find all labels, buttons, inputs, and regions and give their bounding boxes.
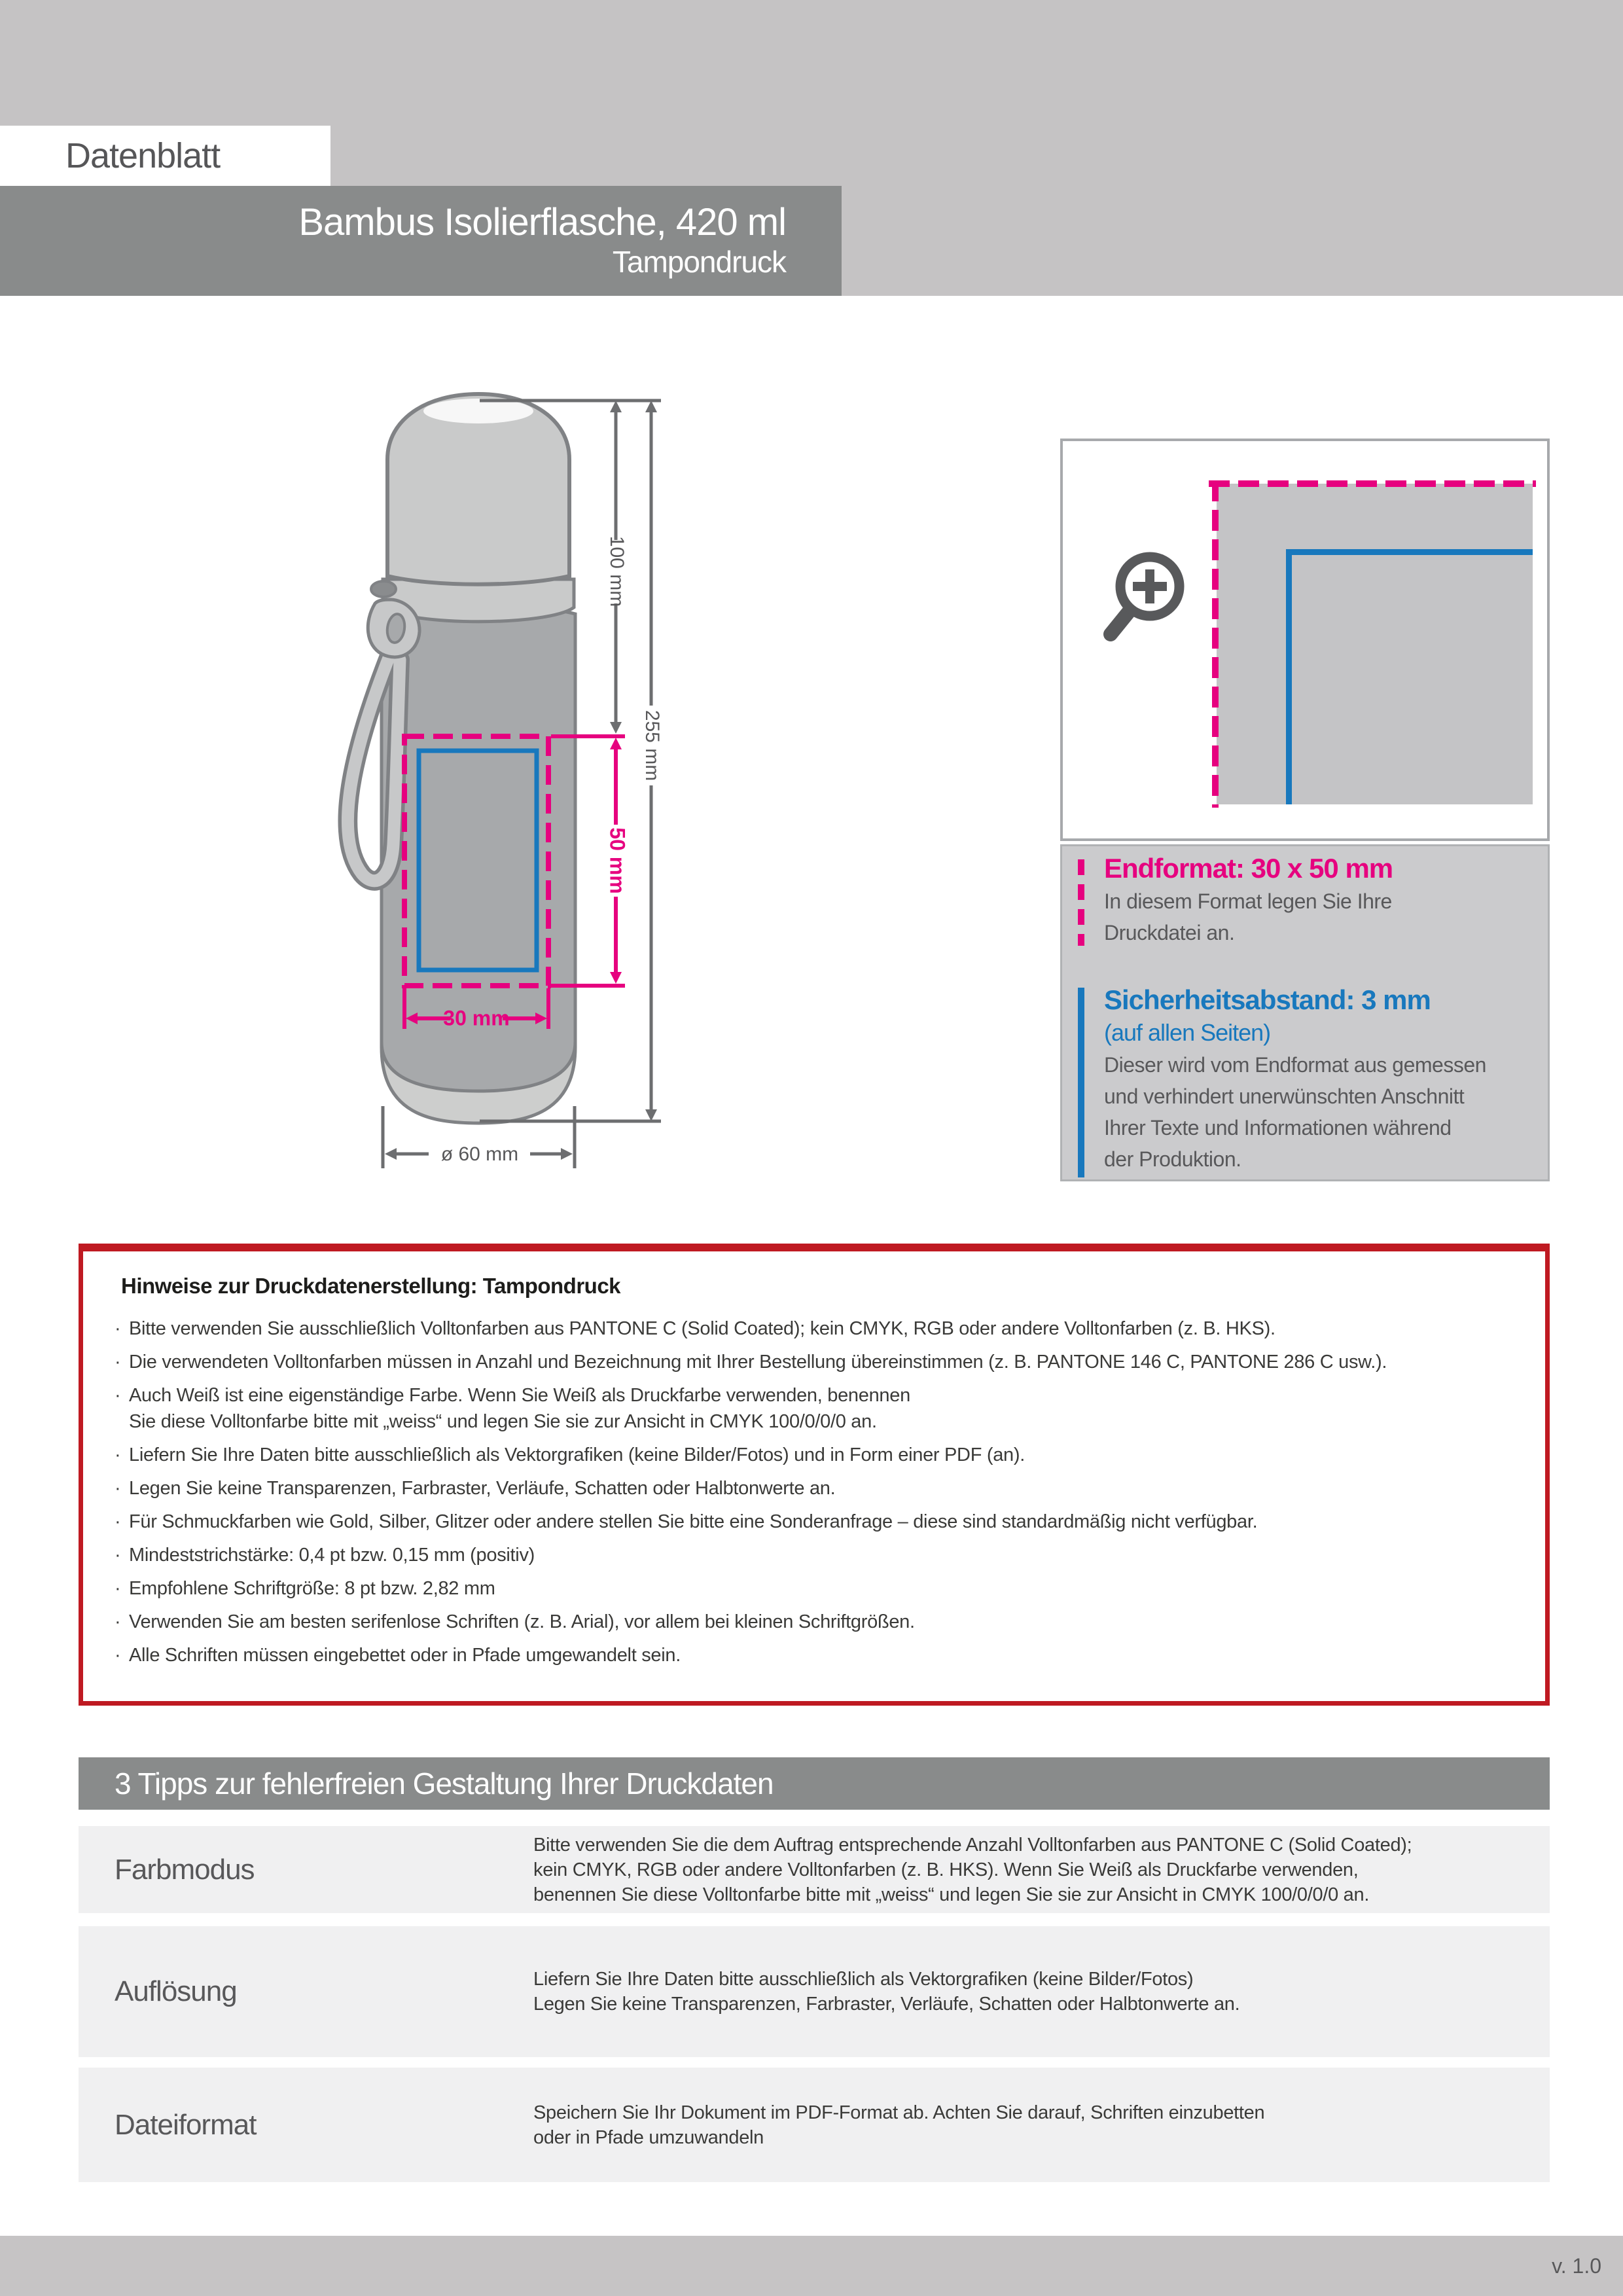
tips-row-line: oder in Pfade umzuwandeln xyxy=(533,2126,764,2148)
dim-print-width-label: 30 mm xyxy=(443,1006,510,1030)
note-item xyxy=(115,1475,1514,1501)
tips-row-text xyxy=(533,2100,1264,2150)
safety-block xyxy=(1078,984,1486,1177)
note-text: Verwenden Sie am besten serifenlose Schriften (z. B. Arial), vor allem bei kleinen Schriftgrößen. xyxy=(129,1611,915,1632)
safety-line: der Produktion. xyxy=(1104,1147,1241,1171)
tips-row-line: benennen Sie diese Volltonfarbe bitte mit „weiss“ und legen Sie sie zur Ansicht in CMYK 100/0/0/0 an. xyxy=(533,1884,1370,1905)
bullet-icon: · xyxy=(115,1645,121,1666)
tips-row-line: Bitte verwenden Sie die dem Auftrag entsprechende Anzahl Volltonfarben aus PANTONE C (Solid Coated); xyxy=(533,1834,1412,1856)
safety-subheading: (auf allen Seiten) xyxy=(1104,1019,1271,1046)
note-text: Für Schmuckfarben wie Gold, Silber, Glitzer oder andere stellen Sie bitte eine Sonderanfrage – diese sind standardmäßig nicht verfügbar. xyxy=(129,1511,1258,1532)
tips-row-line: Legen Sie keine Transparenzen, Farbraster, Verläufe, Schatten oder Halbtonwerte an. xyxy=(533,1994,1240,2015)
note-text: Sie diese Volltonfarbe bitte mit „weiss“ und legen Sie sie zur Ansicht in CMYK 100/0/0/0 an. xyxy=(129,1411,877,1432)
print-area-zoom-box xyxy=(1060,439,1550,841)
mock-safety-line-horizontal xyxy=(1286,549,1533,555)
tips-row-label: Dateiformat xyxy=(115,2108,257,2141)
bottle-technical-drawing xyxy=(288,353,759,1204)
safety-line: und verhindert unerwünschten Anschnitt xyxy=(1104,1085,1465,1108)
note-item xyxy=(115,1509,1514,1535)
mock-safety-line-vertical xyxy=(1286,549,1292,804)
endformat-line: Druckdatei an. xyxy=(1104,921,1235,944)
note-item xyxy=(115,1542,1514,1568)
endformat-heading: Endformat: 30 x 50 mm xyxy=(1104,853,1393,884)
bullet-icon: · xyxy=(115,1385,121,1406)
note-item xyxy=(115,1316,1514,1342)
note-item xyxy=(115,1575,1514,1602)
tips-row-label: Farbmodus xyxy=(115,1853,255,1886)
bullet-icon: · xyxy=(115,1611,121,1632)
note-item xyxy=(115,1349,1514,1375)
mock-endformat-dash-top xyxy=(1209,480,1536,487)
note-item xyxy=(115,1609,1514,1635)
bullet-icon: · xyxy=(115,1545,121,1566)
dim-total-height-label: 255 mm xyxy=(641,709,664,781)
bullet-icon: · xyxy=(115,1444,121,1465)
bullet-icon: · xyxy=(115,1318,121,1339)
tips-row-farbmodus xyxy=(79,1826,1550,1913)
mock-endformat-dash-left xyxy=(1212,480,1219,808)
bullet-icon: · xyxy=(115,1578,121,1599)
safety-heading: Sicherheitsabstand: 3 mm xyxy=(1104,984,1431,1015)
tips-row-label: Auflösung xyxy=(115,1975,237,2007)
note-text: Legen Sie keine Transparenzen, Farbraster, Verläufe, Schatten oder Halbtonwerte an. xyxy=(129,1478,836,1499)
cap-highlight xyxy=(423,399,533,423)
footer-bar xyxy=(0,2236,1623,2296)
doc-type-box xyxy=(0,126,330,186)
tips-row-dateiformat xyxy=(79,2068,1550,2182)
tips-row-text xyxy=(533,1833,1412,1907)
dim-print-height-label: 50 mm xyxy=(605,827,630,894)
doc-type-label: Datenblatt xyxy=(65,136,221,175)
note-item xyxy=(115,1642,1514,1668)
mock-print-surface xyxy=(1217,484,1533,804)
tips-row-line: Liefern Sie Ihre Daten bitte ausschließlich als Vektorgrafiken (keine Bilder/Fotos) xyxy=(533,1969,1194,1990)
tips-row-text xyxy=(533,1967,1240,2017)
note-text: Empfohlene Schriftgröße: 8 pt bzw. 2,82 mm xyxy=(129,1578,495,1599)
note-item xyxy=(115,1442,1514,1468)
dim-diameter-label: ø 60 mm xyxy=(440,1143,519,1165)
bullet-icon: · xyxy=(115,1478,121,1499)
print-data-notes-box xyxy=(79,1244,1550,1706)
safety-line: Ihrer Texte und Informationen während xyxy=(1104,1116,1452,1139)
tips-row-line: Speichern Sie Ihr Dokument im PDF-Format ab. Achten Sie darauf, Schriften einzubetten xyxy=(533,2102,1265,2123)
dim-cap-to-print-label: 100 mm xyxy=(606,535,628,607)
tips-row-line: kein CMYK, RGB oder andere Volltonfarben (z. B. HKS). Wenn Sie Weiß als Druckfarbe verwenden, xyxy=(533,1859,1359,1880)
endformat-dash-marker xyxy=(1078,859,1084,946)
format-info-panel xyxy=(1060,844,1550,1181)
strap-anchor xyxy=(371,581,396,597)
product-title-band xyxy=(0,186,842,296)
bullet-icon: · xyxy=(115,1511,121,1532)
safety-bar-marker xyxy=(1078,988,1084,1177)
product-title: Bambus Isolierflasche, 420 ml xyxy=(298,201,786,243)
note-text: Bitte verwenden Sie ausschließlich Volltonfarben aus PANTONE C (Solid Coated); kein CMYK, RGB oder andere Volltonfarben (z. B. HKS). xyxy=(129,1318,1275,1339)
endformat-block xyxy=(1078,852,1393,948)
note-text: Die verwendeten Volltonfarben müssen in Anzahl und Bezeichnung mit Ihrer Bestellung übereinstimmen (z. B. PANTONE 146 C, PANTONE 286 C usw.). xyxy=(129,1352,1387,1372)
bullet-icon: · xyxy=(115,1352,121,1372)
print-method-label: Tampondruck xyxy=(612,245,786,279)
note-text: Mindeststrichstärke: 0,4 pt bzw. 0,15 mm (positiv) xyxy=(129,1545,535,1566)
version-label: v. 1.0 xyxy=(1552,2253,1601,2278)
note-text: Alle Schriften müssen eingebettet oder in Pfade umgewandelt sein. xyxy=(129,1645,681,1666)
tips-banner-label: 3 Tipps zur fehlerfreien Gestaltung Ihrer Druckdaten xyxy=(115,1767,774,1801)
safety-line: Dieser wird vom Endformat aus gemessen xyxy=(1104,1053,1486,1077)
notes-title: Hinweise zur Druckdatenerstellung: Tampondruck xyxy=(121,1274,621,1298)
tips-row-aufloesung xyxy=(79,1926,1550,2057)
note-text: Auch Weiß ist eine eigenständige Farbe. Wenn Sie Weiß als Druckfarbe verwenden, benennen xyxy=(129,1385,910,1406)
tips-banner xyxy=(79,1757,1550,1810)
note-text: Liefern Sie Ihre Daten bitte ausschließlich als Vektorgrafiken (keine Bilder/Fotos) und in Form einer PDF (an). xyxy=(129,1444,1025,1465)
note-item xyxy=(115,1382,1514,1435)
magnifier-icon xyxy=(1099,546,1197,651)
endformat-line: In diesem Format legen Sie Ihre xyxy=(1104,889,1392,913)
